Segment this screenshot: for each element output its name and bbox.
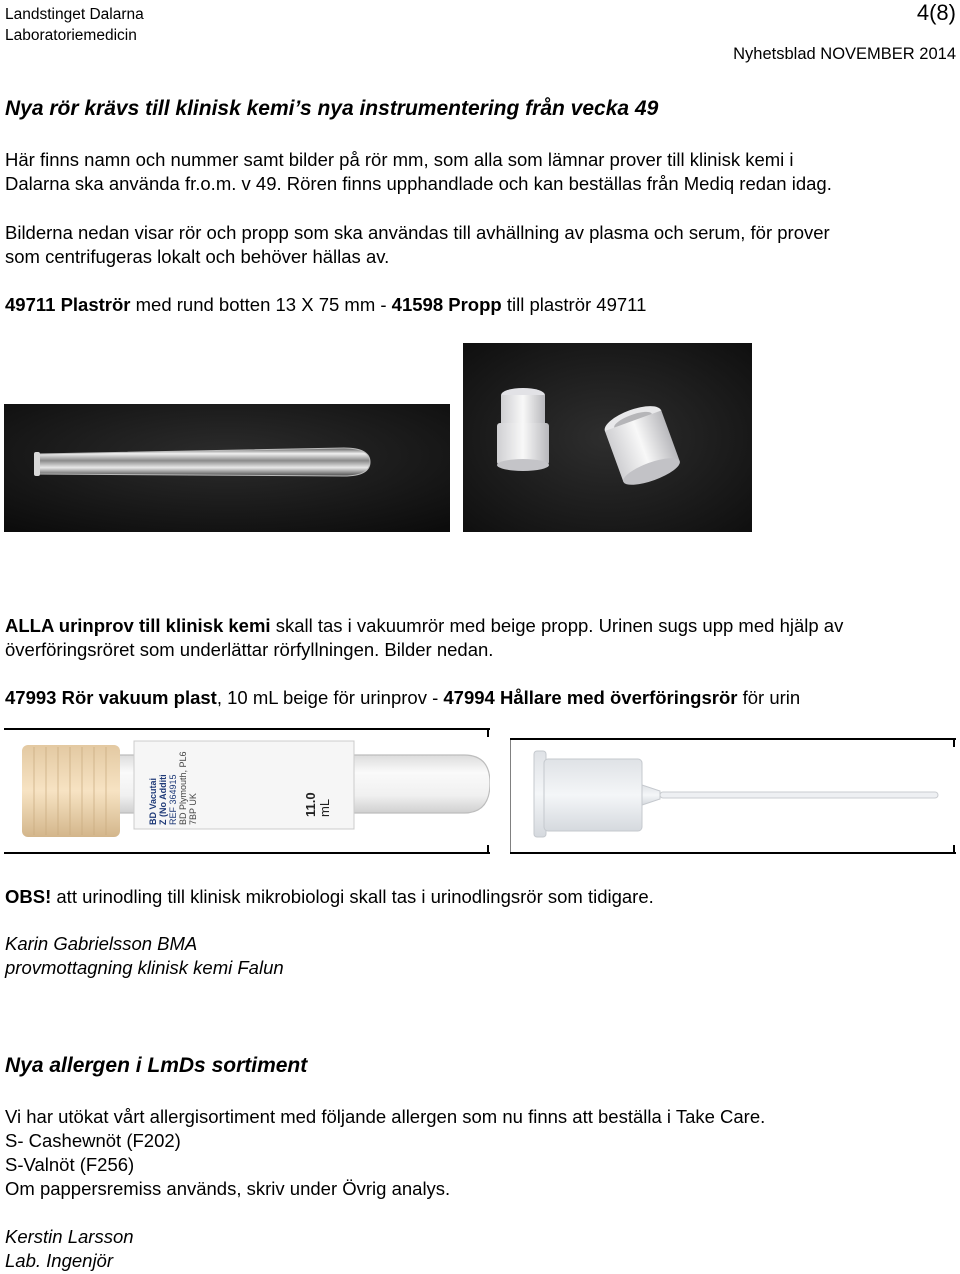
product-number: 49711 Plaströr [5, 294, 131, 315]
tube-volume-unit: mL [317, 798, 332, 817]
article-title: Nya rör krävs till klinisk kemi’s nya instrumentering från vecka 49 [5, 97, 659, 120]
images-paragraph [5, 221, 957, 269]
newsletter-date: Nyhetsblad NOVEMBER 2014 [733, 45, 956, 63]
tube-label [148, 747, 228, 825]
urine-note-text: överföringsröret som underlättar rörfyllningen. Bilder nedan. [5, 639, 494, 660]
product-number: 47993 Rör vakuum plast [5, 687, 217, 708]
vacuum-tube-photo [4, 727, 490, 855]
tube-label-type: Z (No Additi [158, 774, 168, 825]
department-name: Laboratoriemedicin [5, 27, 137, 44]
allergen-item: S- Cashewnöt (F202) [5, 1130, 181, 1151]
urine-note-paragraph [5, 614, 957, 662]
intro-line: Dalarna ska använda fr.o.m. v 49. Rören finns upphandlade och kan beställas från Mediq redan idag. [5, 173, 832, 194]
plastic-tube-photo [4, 404, 450, 532]
tube-label-ref: REF 364915 [168, 774, 178, 825]
product-number: 47994 Hållare med överföringsrör [443, 687, 738, 708]
author-role: Lab. Ingenjör [5, 1250, 114, 1271]
obs-paragraph [5, 885, 957, 909]
holder-photo [510, 737, 956, 855]
tube-volume-label [304, 763, 344, 823]
product-line-plastic-tube [5, 293, 957, 317]
intro-paragraph [5, 148, 957, 196]
tube-label-maker: BD Plymouth, PL6 7BP UK [178, 751, 198, 825]
product-description: med rund botten 13 X 75 mm - [130, 294, 392, 315]
product-description: för urin [737, 687, 801, 708]
product-description: , 10 mL beige för urinprov - [216, 687, 444, 708]
allergen-intro: Vi har utökat vårt allergisortiment med följande allergen som nu finns att beställa i Take Care. [5, 1106, 766, 1127]
images-line: Bilderna nedan visar rör och propp som ska användas till avhällning av plasma och serum, för prover [5, 222, 830, 243]
urine-note-emphasis: ALLA urinprov till klinisk kemi [5, 615, 271, 636]
organization-name: Landstinget Dalarna [5, 6, 144, 23]
allergen-paragraph [5, 1105, 957, 1201]
author-block-1 [5, 932, 957, 980]
obs-label: OBS! [5, 886, 52, 907]
intro-line: Här finns namn och nummer samt bilder på rör mm, som alla som lämnar prover till klinisk kemi i [5, 149, 794, 170]
product-line-vacuum-tube [5, 686, 957, 710]
article-title: Nya allergen i LmDs sortiment [5, 1054, 308, 1077]
author-role: provmottagning klinisk kemi Falun [5, 957, 284, 978]
page-number: 4(8) [916, 0, 956, 25]
product-number: 41598 Propp [391, 294, 502, 315]
allergen-note: Om pappersremiss används, skriv under Övrig analys. [5, 1178, 451, 1199]
allergen-item: S-Valnöt (F256) [5, 1154, 135, 1175]
author-name: Kerstin Larsson [5, 1226, 134, 1247]
author-name: Karin Gabrielsson BMA [5, 933, 198, 954]
images-line: som centrifugeras lokalt och behöver hällas av. [5, 246, 390, 267]
obs-text: att urinodling till klinisk mikrobiologi skall tas i urinodlingsrör som tidigare. [51, 886, 654, 907]
product-description: till plaströr 49711 [501, 294, 647, 315]
author-block-2 [5, 1225, 957, 1273]
urine-note-text: skall tas i vakuumrör med beige propp. Urinen sugs upp med hjälp av [270, 615, 844, 636]
cap-photo [463, 343, 752, 532]
tube-label-brand: BD Vacutai [148, 777, 158, 825]
tube-volume-value: 11.0 [303, 792, 318, 817]
